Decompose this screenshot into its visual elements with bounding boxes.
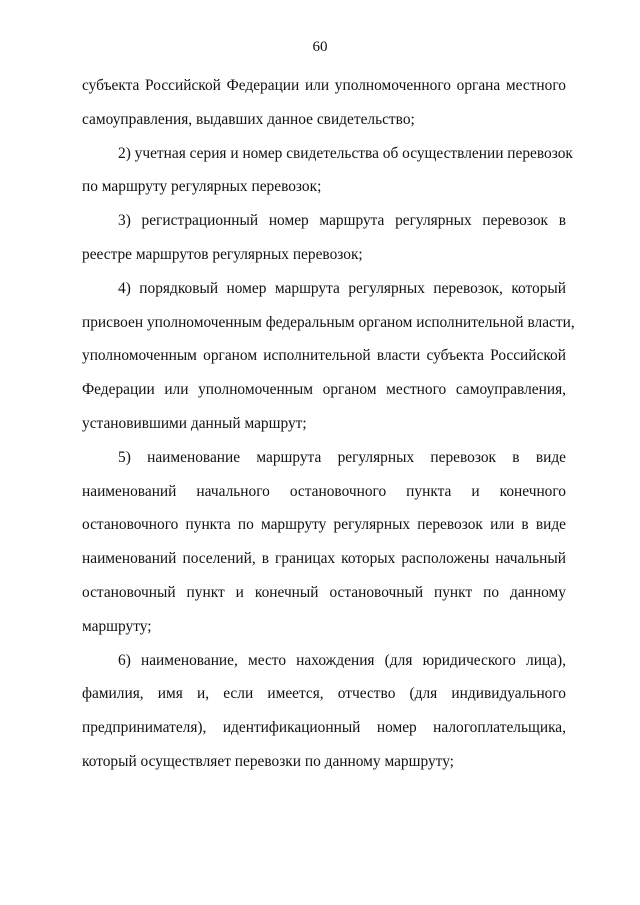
- text-line: субъекта Российской Федерации или уполномоченного органа местного: [82, 77, 566, 94]
- paragraph-item-2: [82, 137, 573, 205]
- text-line: присвоен уполномоченным федеральным органом исполнительной власти,: [82, 313, 575, 331]
- paragraph-item-3: [82, 204, 566, 272]
- text-line: 5) наименование маршрута регулярных перевозок в виде: [118, 448, 566, 466]
- text-line: остановочный пункт и конечный остановочный пункт по данному: [82, 583, 566, 601]
- text-line: 2) учетная серия и номер свидетельства об осуществлении перевозок: [118, 144, 573, 162]
- paragraph-item-4: [82, 272, 575, 441]
- text-line: Федерации или уполномоченным органом местного самоуправления,: [82, 381, 566, 399]
- text-line: фамилия, имя и, если имеется, отчество (для индивидуального: [82, 685, 566, 703]
- paragraph-continuation: [82, 69, 566, 137]
- text-line: предпринимателя), идентификационный номер налогоплательщика,: [82, 719, 566, 737]
- paragraph-item-5: [82, 441, 566, 644]
- paragraph-item-6: [82, 644, 566, 779]
- text-line: реестре маршрутов регулярных перевозок;: [82, 245, 363, 263]
- document-body: [82, 69, 575, 779]
- text-line: наименований начального остановочного пункта и конечного: [82, 482, 566, 500]
- text-line: наименований поселений, в границах которых расположены начальный: [82, 550, 566, 568]
- text-line: маршруту;: [82, 617, 152, 635]
- text-line: самоуправления, выдавших данное свидетельство;: [82, 110, 415, 128]
- text-line: по маршруту регулярных перевозок;: [82, 178, 322, 196]
- text-line: остановочного пункта по маршруту регулярных перевозок или в виде: [82, 516, 566, 534]
- text-line: уполномоченным органом исполнительной власти субъекта Российской: [82, 347, 566, 365]
- page-number: 60: [312, 39, 328, 55]
- text-line: установившими данный маршрут;: [82, 414, 307, 432]
- text-line: 4) порядковый номер маршрута регулярных перевозок, который: [118, 279, 566, 297]
- text-line: 3) регистрационный номер маршрута регулярных перевозок в: [118, 212, 566, 230]
- text-line: 6) наименование, место нахождения (для юридического лица),: [118, 651, 566, 669]
- text-line: который осуществляет перевозки по данному маршруту;: [82, 752, 454, 770]
